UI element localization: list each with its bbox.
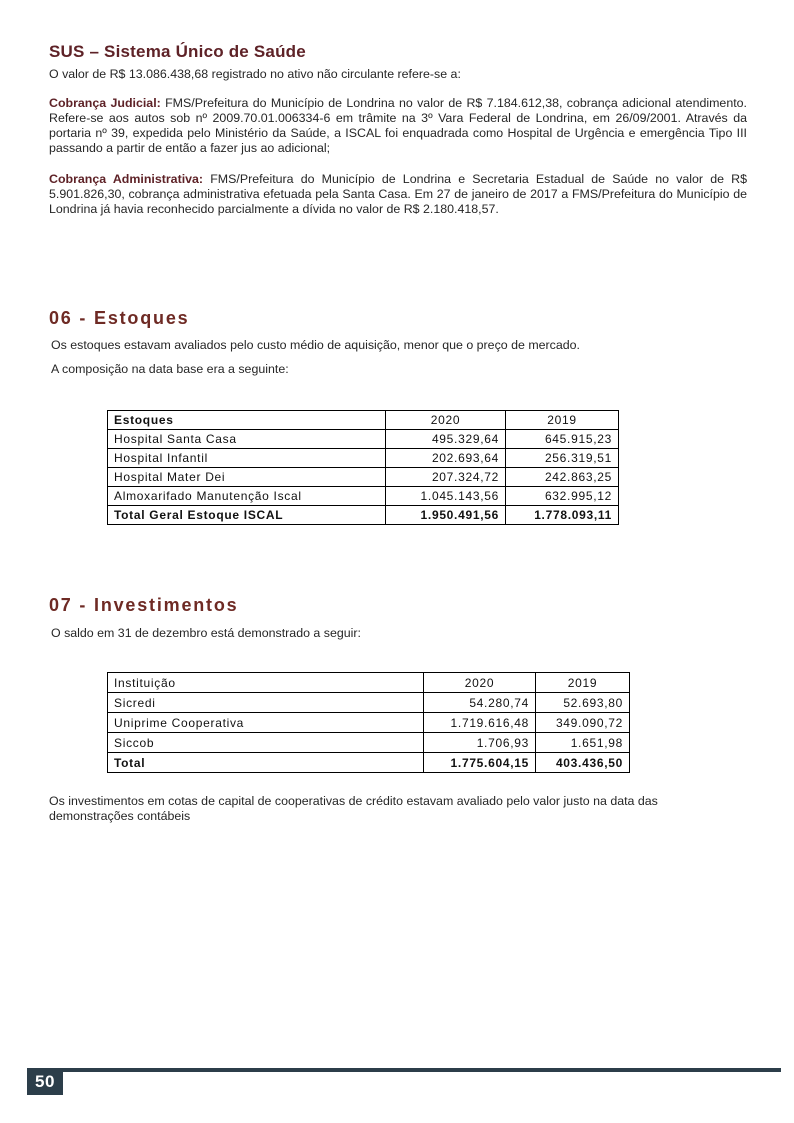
table-cell: 1.775.604,15	[424, 753, 536, 773]
cobranca-judicial-label: Cobrança Judicial:	[49, 96, 161, 110]
table-cell: 1.950.491,56	[386, 506, 506, 525]
table-total-row	[108, 506, 619, 525]
table-cell: 52.693,80	[536, 693, 630, 713]
estoques-table	[107, 410, 619, 525]
table-cell: 1.719.616,48	[424, 713, 536, 733]
table-row	[108, 713, 630, 733]
table-header-cell: Estoques	[108, 411, 386, 430]
table-row	[108, 449, 619, 468]
table-cell: 1.651,98	[536, 733, 630, 753]
table-row	[108, 430, 619, 449]
table-cell: 1.706,93	[424, 733, 536, 753]
table-cell: 645.915,23	[506, 430, 619, 449]
footer-rule	[27, 1068, 781, 1072]
table-cell: 632.995,12	[506, 487, 619, 506]
table-row	[108, 693, 630, 713]
investimentos-paragraph-1: O saldo em 31 de dezembro está demonstrado a seguir:	[51, 626, 361, 640]
table-cell: Uniprime Cooperativa	[108, 713, 424, 733]
table-cell: 256.319,51	[506, 449, 619, 468]
table-row	[108, 468, 619, 487]
estoques-section-heading: 06 - Estoques	[49, 308, 190, 328]
table-cell: 403.436,50	[536, 753, 630, 773]
table-row	[108, 487, 619, 506]
table-header-cell: Instituição	[108, 673, 424, 693]
cobranca-administrativa-label: Cobrança Administrativa:	[49, 172, 204, 186]
table-cell: Almoxarifado Manutenção Iscal	[108, 487, 386, 506]
table-cell: 207.324,72	[386, 468, 506, 487]
table-header-cell: 2019	[506, 411, 619, 430]
table-header-cell: 2020	[424, 673, 536, 693]
table-header-cell: 2020	[386, 411, 506, 430]
investimentos-table	[107, 672, 630, 773]
table-cell: Total	[108, 753, 424, 773]
estoques-paragraph-2: A composição na data base era a seguinte:	[51, 362, 289, 376]
table-row	[108, 733, 630, 753]
cobranca-administrativa-paragraph	[49, 172, 747, 217]
investimentos-table-header-row	[108, 673, 630, 693]
investimentos-section-heading: 07 - Investimentos	[49, 595, 239, 615]
table-cell: 1.045.143,56	[386, 487, 506, 506]
table-total-row	[108, 753, 630, 773]
investimentos-closing-paragraph: Os investimentos em cotas de capital de cooperativas de crédito estavam avaliado pelo valor justo na data das demonstrações contábeis	[49, 794, 658, 823]
table-cell: 54.280,74	[424, 693, 536, 713]
table-cell: 242.863,25	[506, 468, 619, 487]
table-cell: Siccob	[108, 733, 424, 753]
table-header-cell: 2019	[536, 673, 630, 693]
estoques-table-header-row	[108, 411, 619, 430]
table-cell: 1.778.093,11	[506, 506, 619, 525]
cobranca-judicial-text: FMS/Prefeitura do Município de Londrina no valor de R$ 7.184.612,38, cobrança adicional atendimento. Refere-se aos autos sob nº 2009.70.01.006334-6 em trâmite na 3º Vara Federal de Londrina, em 26/09/2001. Através da portaria nº 39, expedida pelo Ministério da Saúde, a ISCAL foi enquadrada como Hospital de Urgência e emergência Tipo III passando a partir de então a fazer jus ao adicional;	[49, 96, 747, 155]
table-cell: Total Geral Estoque ISCAL	[108, 506, 386, 525]
table-cell: Sicredi	[108, 693, 424, 713]
table-cell: 495.329,64	[386, 430, 506, 449]
estoques-paragraph-1: Os estoques estavam avaliados pelo custo médio de aquisição, menor que o preço de mercado.	[51, 338, 580, 352]
table-cell: 202.693,64	[386, 449, 506, 468]
table-cell: Hospital Infantil	[108, 449, 386, 468]
page-number-badge: 50	[27, 1068, 63, 1095]
cobranca-administrativa-text: FMS/Prefeitura do Município de Londrina e Secretaria Estadual de Saúde no valor de R$ 5.901.826,30, cobrança administrativa efetuada pela Santa Casa. Em 27 de janeiro de 2017 a FMS/Prefeitura do Município de Londrina já havia reconhecido parcialmente a dívida no valor de R$ 2.180.418,57.	[49, 172, 747, 216]
sus-section-heading: SUS – Sistema Único de Saúde	[49, 42, 306, 61]
table-cell: Hospital Mater Dei	[108, 468, 386, 487]
cobranca-judicial-paragraph	[49, 96, 747, 156]
table-cell: 349.090,72	[536, 713, 630, 733]
sus-intro-paragraph: O valor de R$ 13.086.438,68 registrado no ativo não circulante refere-se a:	[49, 67, 461, 81]
table-cell: Hospital Santa Casa	[108, 430, 386, 449]
